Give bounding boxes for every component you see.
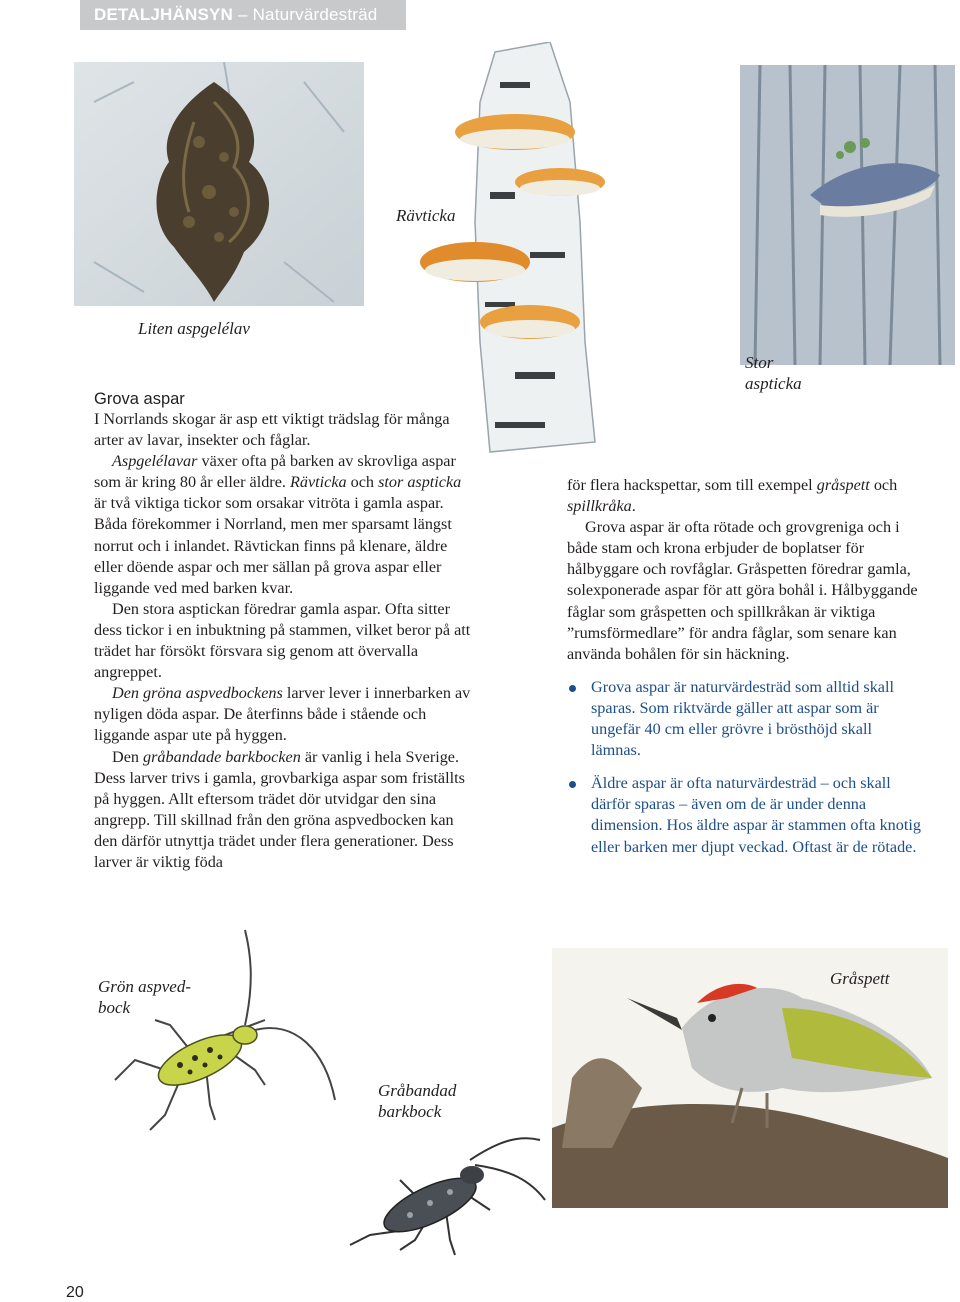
right-paragraph-2: Grova aspar är ofta rötade och grovgreniga och i både stam och krona erbjuder de boplatser för hålbyggare och rovfåglar. Gråspetten föredrar gamla, solexponerade aspar för att göra bohål i. Hålbyggande fåglar som gråspetten och spillkråkan är viktiga ”rumsförmedlare” för andra fåglar, som senare kan använda bohålen för sin häckning.	[567, 518, 918, 663]
left-text-column	[94, 389, 472, 873]
header-title: Naturvärdesträd	[252, 5, 378, 24]
caption-gron-aspvedbock	[98, 976, 191, 1018]
caption-ravticka: Rävticka	[396, 206, 456, 225]
lichen-illustration	[74, 62, 364, 306]
paragraph-3: Den gröna aspvedbockens larver lever i innerbarken av nyligen döda aspar. De återfinns både i stående och liggande aspar ute på hyggen.	[94, 684, 471, 745]
bullet-item: Grova aspar är naturvärdesträd som alltid skall sparas. Som riktvärde gäller att aspar som är ungefär 40 cm eller grövre i brösthöjd skall lämnas.	[567, 677, 925, 761]
section-heading: Grova aspar	[94, 390, 185, 408]
header-dash: –	[233, 5, 253, 24]
header-section: DETALJHÄNSYN	[94, 5, 234, 24]
paragraph-1: I Norrlands skogar är asp ett viktigt trädslag för många arter av lavar, insekter och fåglar. Aspgelélavar växer ofta på barken av skrovliga aspar som är kring 80 år eller äldre. Rävticka och stor aspticka är två viktiga tickor som orsakar vitröta i gamla aspar. Båda förekommer i Norrland, men mer sparsamt längst norrut och i inlandet. Rävtickan finns på klenare, äldre eller döende aspar och mer sällan på grova aspar eller liggande ved med barken kvar.	[94, 410, 462, 597]
caption-grabandad-line1: Gråbandad	[378, 1081, 457, 1100]
paragraph-4: Den gråbandade barkbocken är vanlig i hela Sverige. Dess larver trivs i gamla, grovbarkiga aspar som friställts på hyggen. Allt eftersom trädet dör utvidgar den sina angrepp. Till skillnad från den gröna aspvedbocken kan den därför utnyttja trädet under flera generationer. Dess larver är viktig föda	[94, 747, 465, 871]
caption-stor-aspticka	[745, 352, 802, 394]
caption-liten-aspgelelav: Liten aspgelélav	[138, 319, 250, 338]
caption-grabandad-barkbock	[378, 1080, 456, 1122]
paragraph-2: Den stora asptickan föredrar gamla aspar. Ofta sitter dess tickor i en inbuktning på stammen, vilket beror på att trädet har försökt försvara sig genom att övervalla angreppet.	[94, 599, 471, 682]
caption-gron-aspvedbock-line2: bock	[98, 998, 131, 1017]
gron-aspvedbock-illustration	[95, 920, 355, 1150]
recommendation-list	[567, 677, 925, 858]
page-number: 20	[66, 1284, 84, 1301]
stor-aspticka-illustration	[740, 65, 955, 365]
bullet-item: Äldre aspar är ofta naturvärdesträd – och skall därför sparas – även om de är under denna dimension. Hos äldre aspar är stammen ofta knotig eller barken mer djupt veckad. Oftast är de rötade.	[567, 773, 925, 857]
caption-gron-aspvedbock-line1: Grön aspved-	[98, 977, 192, 996]
caption-stor-aspticka-line1: Stor	[745, 353, 774, 372]
right-paragraph-1: för flera hackspettar, som till exempel gråspett och spillkråka.	[567, 476, 898, 516]
caption-grabandad-line2: barkbock	[378, 1102, 442, 1121]
section-header	[80, 0, 406, 30]
caption-graspett: Gråspett	[830, 969, 890, 988]
grabandad-barkbock-illustration	[330, 1120, 550, 1260]
right-text-column	[567, 475, 925, 870]
caption-stor-aspticka-line2: aspticka	[745, 374, 802, 393]
